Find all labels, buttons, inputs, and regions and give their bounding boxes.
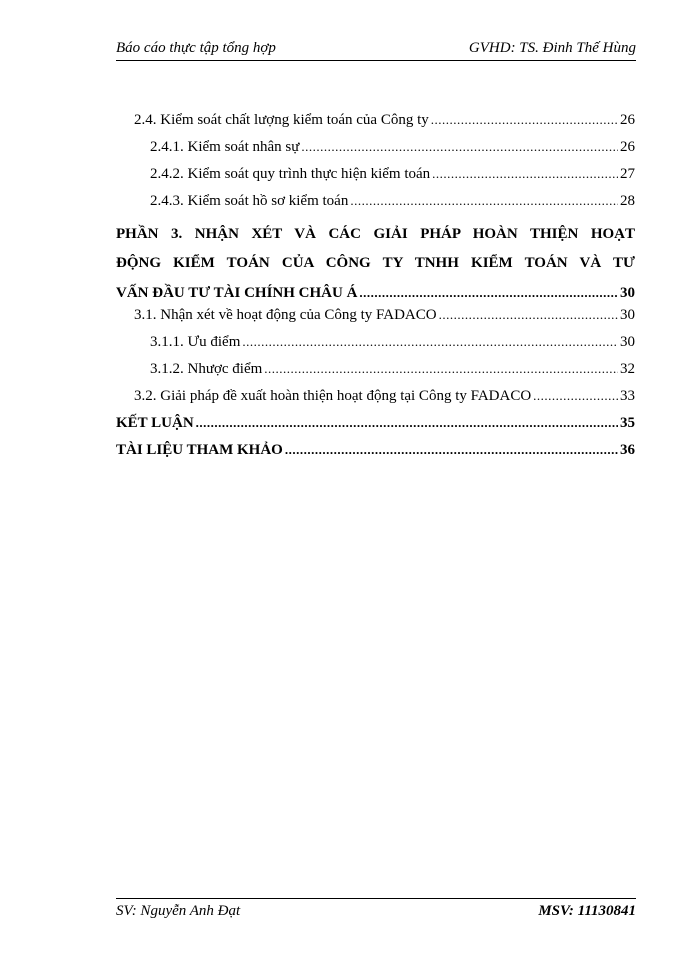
toc-entry[interactable]: [116, 307, 635, 334]
toc-entry-page: 30: [620, 334, 635, 350]
toc-entry-page: 30: [620, 285, 635, 301]
toc-entry-page: 33: [620, 388, 635, 404]
toc-leader-dots: [285, 442, 618, 458]
toc-entry[interactable]: [116, 415, 635, 442]
toc-entry[interactable]: [116, 139, 635, 166]
footer-divider: [116, 898, 636, 899]
toc-entry-page: 30: [620, 307, 635, 323]
toc-entry-title: 2.4.1. Kiểm soát nhân sự: [150, 139, 300, 155]
toc-entry-title: 3.1.2. Nhược điểm: [150, 361, 263, 377]
toc-entry-page: 26: [620, 112, 635, 128]
toc-part-3[interactable]: [116, 220, 635, 307]
toc-leader-dots: [533, 388, 618, 404]
toc-leader-dots: [196, 415, 618, 431]
toc-entry[interactable]: [116, 112, 635, 139]
toc-entry-title: 3.1.1. Ưu điểm: [150, 334, 241, 350]
toc-leader-dots: [439, 307, 618, 323]
toc-leader-dots: [301, 139, 618, 155]
toc-entry-page: 32: [620, 361, 635, 377]
toc-entry-page: 27: [620, 166, 635, 182]
table-of-contents: [116, 112, 635, 469]
toc-entry-title: TÀI LIỆU THAM KHẢO: [116, 442, 283, 458]
page-footer: [116, 903, 636, 925]
toc-part-3-line-3: [116, 278, 635, 307]
toc-entry-title: 3.1. Nhận xét về hoạt động của Công ty FADACO: [134, 307, 437, 323]
footer-student-id: MSV: 11130841: [538, 903, 636, 919]
toc-entry-page: 35: [620, 415, 635, 431]
toc-entry-title: 2.4.2. Kiểm soát quy trình thực hiện kiểm toán: [150, 166, 431, 182]
toc-entry-title: VẤN ĐẦU TƯ TÀI CHÍNH CHÂU Á: [116, 285, 358, 301]
toc-leader-dots: [350, 193, 618, 209]
toc-entry-title: KẾT LUẬN: [116, 415, 194, 431]
toc-entry[interactable]: [116, 166, 635, 193]
toc-entry-page: 28: [620, 193, 635, 209]
toc-leader-dots: [242, 334, 618, 350]
toc-entry[interactable]: [116, 388, 635, 415]
toc-entry-page: 36: [620, 442, 635, 458]
toc-part-3-line-1: PHẦN 3. NHẬN XÉT VÀ CÁC GIẢI PHÁP HOÀN THIỆN HOẠT: [116, 226, 635, 242]
header-divider: [116, 60, 636, 61]
toc-leader-dots: [264, 361, 618, 377]
toc-entry-title: 2.4.3. Kiểm soát hồ sơ kiểm toán: [150, 193, 349, 209]
toc-entry[interactable]: [116, 361, 635, 388]
toc-entry-title: 2.4. Kiểm soát chất lượng kiểm toán của Công ty: [134, 112, 429, 128]
toc-entry-page: 26: [620, 139, 635, 155]
toc-leader-dots: [431, 112, 618, 128]
footer-student-name: SV: Nguyễn Anh Đạt: [116, 903, 241, 919]
toc-entry[interactable]: [116, 442, 635, 469]
toc-leader-dots: [432, 166, 618, 182]
toc-entry[interactable]: [116, 193, 635, 220]
page-header: [116, 40, 636, 62]
header-report-title: Báo cáo thực tập tổng hợp: [116, 40, 276, 56]
toc-part-3-line-2: ĐỘNG KIỂM TOÁN CỦA CÔNG TY TNHH KIỂM TOÁN VÀ TƯ: [116, 255, 635, 271]
toc-entry-title: 3.2. Giải pháp đề xuất hoàn thiện hoạt động tại Công ty FADACO: [134, 388, 532, 404]
toc-entry[interactable]: [116, 334, 635, 361]
header-supervisor: GVHD: TS. Đinh Thế Hùng: [468, 40, 636, 56]
toc-leader-dots: [359, 278, 618, 307]
